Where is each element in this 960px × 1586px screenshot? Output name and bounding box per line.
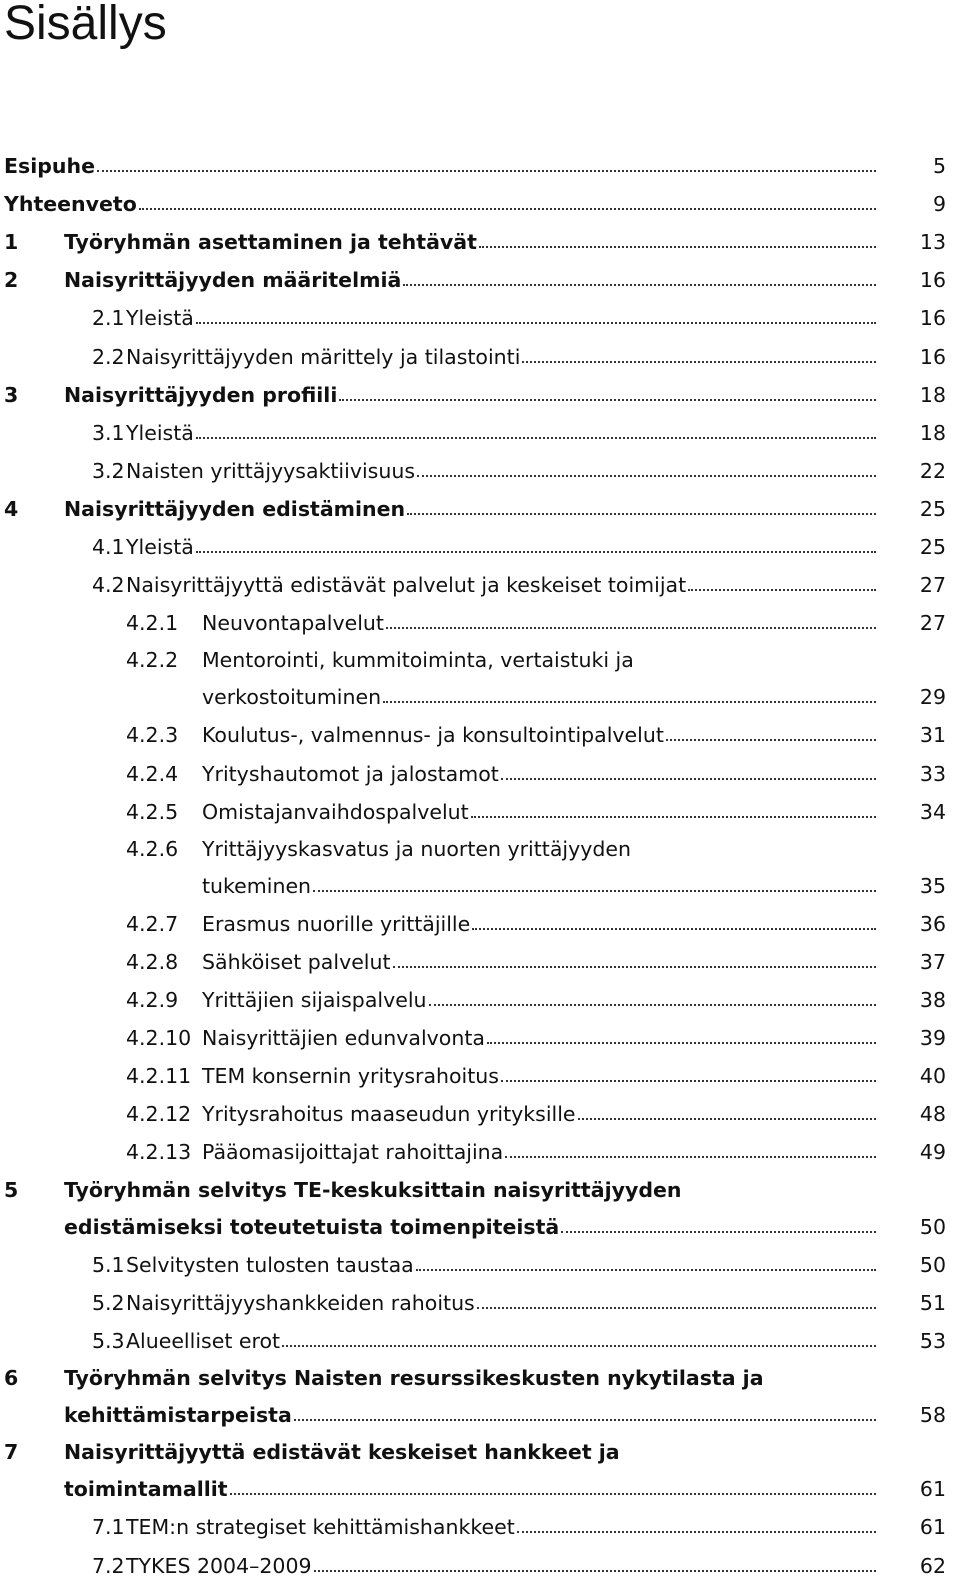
toc-entry[interactable] (0, 528, 960, 566)
dot-leader (487, 1042, 876, 1044)
toc-entry[interactable] (0, 604, 960, 642)
toc-entry-title: TEM konsernin yritysrahoitus (202, 1064, 499, 1089)
toc-entry-title: Naisyrittäjyyden profiili (64, 382, 338, 407)
dot-leader (688, 589, 876, 591)
toc-entry[interactable] (0, 1172, 960, 1208)
dot-leader (294, 1419, 876, 1421)
toc-entry-line (4, 154, 882, 178)
toc-entry[interactable] (0, 261, 960, 299)
toc-entry-page: 34 (919, 799, 946, 824)
toc-entry-line (126, 345, 882, 369)
toc-entry-title: Naisyrittäjyyden edistäminen (64, 496, 406, 521)
toc-entry-page: 50 (919, 1214, 946, 1239)
toc-entry-number: 7.2 (92, 1553, 125, 1578)
toc-entry-number: 2.1 (92, 306, 125, 331)
toc-entry-page: 27 (919, 611, 946, 636)
dot-leader (501, 778, 876, 780)
toc-entry[interactable] (0, 490, 960, 528)
toc-entry-number: 4.2.12 (126, 1102, 192, 1127)
toc-entry[interactable] (0, 1360, 960, 1396)
toc-entry-number: 3.2 (92, 458, 125, 483)
toc-entry-title: Mentorointi, kummitoiminta, vertaistuki ja (202, 648, 634, 673)
toc-entry-line (202, 685, 882, 709)
toc-entry[interactable] (0, 376, 960, 414)
toc-entry-page: 22 (919, 458, 946, 483)
toc-entry-number: 7.1 (92, 1515, 125, 1540)
toc-entry-line (64, 1477, 882, 1501)
toc-entry-title: Naisyrittäjyyttä edistävät palvelut ja keskeiset toimijat (126, 573, 687, 598)
toc-entry-title-continued: edistämiseksi toteutetuista toimenpiteistä (64, 1214, 560, 1239)
toc-entry-title: Työryhmän selvitys TE-keskuksittain naisyrittäjyyden (64, 1177, 682, 1202)
toc-entry[interactable] (0, 1057, 960, 1095)
toc-entry[interactable] (0, 185, 960, 223)
toc-entry-line (64, 497, 882, 521)
dot-leader (314, 1570, 876, 1572)
toc-entry-line (126, 573, 882, 597)
toc-entry-line (202, 723, 882, 747)
toc-entry-title-continued: toimintamallit (64, 1477, 228, 1502)
dot-leader (501, 1080, 876, 1082)
toc-entry[interactable] (0, 1322, 960, 1360)
toc-entry-number: 5.3 (92, 1328, 125, 1353)
dot-leader (386, 627, 876, 629)
toc-entry[interactable] (0, 1546, 960, 1584)
toc-entry-line (202, 762, 882, 786)
dot-leader (313, 890, 876, 892)
dot-leader (479, 246, 876, 248)
dot-leader (471, 816, 876, 818)
dot-leader (505, 1156, 876, 1158)
page-title: Sisällys (4, 0, 167, 50)
table-of-contents (0, 147, 960, 1585)
toc-entry-title: Yrityshautomot ja jalostamot (202, 761, 499, 786)
toc-entry-number: 4.2.13 (126, 1140, 192, 1165)
toc-entry-page: 39 (919, 1026, 946, 1051)
toc-entry-page: 38 (919, 988, 946, 1013)
toc-entry-page: 33 (919, 761, 946, 786)
toc-entry-title: Työryhmän asettaminen ja tehtävät (64, 230, 477, 255)
dot-leader (339, 399, 876, 401)
toc-entry-title: Yleistä (126, 534, 194, 559)
dot-leader (196, 551, 876, 553)
toc-entry-title: TYKES 2004–2009 (126, 1553, 312, 1578)
toc-entry-title: Työryhmän selvitys Naisten resurssikeskusten nykytilasta ja (64, 1366, 764, 1391)
toc-entry-title-continued: verkostoituminen (202, 685, 382, 710)
dot-leader (393, 966, 876, 968)
dot-leader (97, 170, 876, 172)
toc-entry-line (126, 1253, 882, 1277)
toc-entry-title: Erasmus nuorille yrittäjille (202, 911, 471, 936)
toc-entry-number: 6 (4, 1366, 19, 1391)
toc-entry-line (126, 1329, 882, 1353)
toc-entry-page: 9 (932, 192, 946, 217)
toc-entry-title-continued: kehittämistarpeista (64, 1403, 292, 1428)
toc-entry-number: 3 (4, 382, 19, 407)
dot-leader (196, 437, 876, 439)
toc-entry-page: 31 (919, 723, 946, 748)
toc-entry[interactable] (0, 414, 960, 452)
toc-entry-title: Yleistä (126, 420, 194, 445)
toc-entry-page: 37 (919, 950, 946, 975)
toc-entry-line (126, 1515, 882, 1539)
toc-entry-title: Neuvontapalvelut (202, 611, 384, 636)
toc-entry-number: 4.2 (92, 573, 125, 598)
toc-entry-number: 4.2.7 (126, 911, 179, 936)
toc-entry-continuation[interactable] (0, 867, 960, 905)
toc-entry-title: Yrittäjien sijaispalvelu (202, 988, 427, 1013)
toc-entry-continuation[interactable] (0, 1208, 960, 1246)
toc-entry-title: Naisyrittäjyyden märittely ja tilastointi (126, 344, 521, 369)
toc-entry[interactable] (0, 1508, 960, 1546)
dot-leader (196, 322, 876, 324)
dot-leader (517, 1531, 876, 1533)
toc-entry-number: 5.1 (92, 1252, 125, 1277)
toc-entry-page: 61 (919, 1477, 946, 1502)
toc-entry-number: 4.2.4 (126, 761, 179, 786)
toc-entry[interactable] (0, 755, 960, 793)
toc-entry-title: Naisten yrittäjyysaktiivisuus (126, 458, 416, 483)
toc-entry-line (126, 306, 882, 330)
toc-entry-line (202, 1064, 882, 1088)
dot-leader (230, 1493, 876, 1495)
toc-entry-page: 62 (919, 1553, 946, 1578)
toc-entry-number: 1 (4, 230, 19, 255)
toc-entry-title: Yritysrahoitus maaseudun yrityksille (202, 1102, 576, 1127)
toc-entry-line (64, 1403, 882, 1427)
toc-entry-line (64, 230, 882, 254)
toc-entry-page: 53 (919, 1328, 946, 1353)
toc-entry-title: TEM:n strategiset kehittämishankkeet (126, 1515, 515, 1540)
toc-entry-line (202, 1140, 882, 1164)
toc-entry-title: Alueelliset erot (126, 1328, 281, 1353)
toc-entry-title: Selvitysten tulosten taustaa (126, 1252, 414, 1277)
toc-entry-continuation[interactable] (0, 678, 960, 716)
toc-entry-number: 2 (4, 268, 19, 293)
toc-entry-line (202, 800, 882, 824)
toc-entry-number: 5 (4, 1177, 19, 1202)
toc-entry[interactable] (0, 793, 960, 831)
toc-entry-line (126, 1554, 882, 1578)
toc-entry-number: 4 (4, 496, 19, 521)
toc-entry-line (4, 192, 882, 216)
toc-entry-number: 4.1 (92, 534, 125, 559)
toc-entry-title: Naisyrittäjien edunvalvonta (202, 1026, 485, 1051)
toc-entry[interactable] (0, 831, 960, 867)
toc-entry-page: 18 (919, 382, 946, 407)
dot-leader (282, 1345, 876, 1347)
toc-entry-title: Esipuhe (4, 154, 95, 179)
toc-entry-line (202, 1102, 882, 1126)
toc-entry[interactable] (0, 1095, 960, 1133)
toc-entry-line (202, 950, 882, 974)
dot-leader (407, 513, 876, 515)
toc-entry[interactable] (0, 1019, 960, 1057)
toc-entry-number: 4.2.5 (126, 799, 179, 824)
toc-entry-continuation[interactable] (0, 1470, 960, 1508)
toc-entry-number: 3.1 (92, 420, 125, 445)
toc-entry-number: 4.2.11 (126, 1064, 192, 1089)
toc-entry-line (202, 611, 882, 635)
toc-entry-title: Naisyrittäjyyshankkeiden rahoitus (126, 1290, 475, 1315)
toc-entry-number: 4.2.8 (126, 950, 179, 975)
toc-entry-page: 16 (919, 268, 946, 293)
toc-entry-line (202, 912, 882, 936)
dot-leader (578, 1118, 876, 1120)
toc-entry-line (64, 383, 882, 407)
toc-entry-line (64, 1215, 882, 1239)
toc-entry-page: 13 (919, 230, 946, 255)
toc-entry-title: Sähköiset palvelut (202, 950, 391, 975)
dot-leader (139, 208, 876, 210)
dot-leader (477, 1307, 876, 1309)
toc-entry-number: 5.2 (92, 1290, 125, 1315)
toc-entry-page: 49 (919, 1140, 946, 1165)
toc-entry-number: 4.2.6 (126, 836, 179, 861)
toc-entry[interactable] (0, 1133, 960, 1171)
toc-entry-continuation[interactable] (0, 1396, 960, 1434)
toc-entry-page: 48 (919, 1102, 946, 1127)
toc-entry-title: Koulutus-, valmennus- ja konsultointipalvelut (202, 723, 664, 748)
toc-entry-line (202, 1026, 882, 1050)
toc-entry-title: Yleistä (126, 306, 194, 331)
toc-entry[interactable] (0, 299, 960, 337)
toc-entry-line (202, 988, 882, 1012)
toc-entry-title: Omistajanvaihdospalvelut (202, 799, 469, 824)
dot-leader (417, 475, 876, 477)
toc-entry-title: Pääomasijoittajat rahoittajina (202, 1140, 504, 1165)
toc-entry[interactable] (0, 905, 960, 943)
toc-entry[interactable] (0, 1434, 960, 1470)
toc-entry[interactable] (0, 337, 960, 375)
toc-entry-number: 4.2.1 (126, 611, 179, 636)
toc-entry-line (202, 874, 882, 898)
toc-entry-page: 5 (932, 154, 946, 179)
toc-entry-number: 4.2.2 (126, 648, 179, 673)
dot-leader (472, 928, 876, 930)
toc-entry-page: 25 (919, 534, 946, 559)
toc-entry-line (126, 459, 882, 483)
dot-leader (416, 1269, 876, 1271)
toc-entry-page: 51 (919, 1290, 946, 1315)
toc-entry-page: 36 (919, 911, 946, 936)
toc-entry-title: Yhteenveto (4, 192, 137, 217)
toc-entry-number: 7 (4, 1440, 19, 1465)
toc-entry-page: 25 (919, 496, 946, 521)
toc-entry-page: 16 (919, 306, 946, 331)
toc-entry[interactable] (0, 1284, 960, 1322)
toc-entry[interactable] (0, 642, 960, 678)
toc-entry-line (126, 421, 882, 445)
dot-leader (666, 739, 876, 741)
toc-entry-page: 35 (919, 873, 946, 898)
toc-entry[interactable] (0, 566, 960, 604)
toc-entry-number: 2.2 (92, 344, 125, 369)
toc-entry[interactable] (0, 1246, 960, 1284)
dot-leader (522, 361, 876, 363)
toc-entry[interactable] (0, 223, 960, 261)
toc-entry-number: 4.2.3 (126, 723, 179, 748)
toc-entry-page: 50 (919, 1252, 946, 1277)
toc-entry[interactable] (0, 452, 960, 490)
dot-leader (429, 1004, 876, 1006)
toc-entry-page: 61 (919, 1515, 946, 1540)
toc-entry-title: Naisyrittäjyyden määritelmiä (64, 268, 402, 293)
toc-entry-page: 29 (919, 685, 946, 710)
toc-entry-title: Yrittäjyyskasvatus ja nuorten yrittäjyyden (202, 836, 631, 861)
toc-entry-line (126, 535, 882, 559)
toc-entry-page: 27 (919, 573, 946, 598)
toc-entry-number: 4.2.10 (126, 1026, 192, 1051)
toc-entry-title-continued: tukeminen (202, 873, 312, 898)
dot-leader (561, 1231, 876, 1233)
dot-leader (403, 284, 876, 286)
toc-entry[interactable] (0, 981, 960, 1019)
toc-entry-page: 40 (919, 1064, 946, 1089)
toc-entry-title: Naisyrittäjyyttä edistävät keskeiset hankkeet ja (64, 1440, 620, 1465)
toc-entry[interactable] (0, 943, 960, 981)
toc-entry-page: 16 (919, 344, 946, 369)
toc-entry[interactable] (0, 716, 960, 754)
toc-entry-line (126, 1291, 882, 1315)
toc-entry-page: 18 (919, 420, 946, 445)
toc-entry-page: 58 (919, 1403, 946, 1428)
dot-leader (383, 701, 876, 703)
toc-entry-line (64, 268, 882, 292)
toc-entry[interactable] (0, 147, 960, 185)
toc-entry-number: 4.2.9 (126, 988, 179, 1013)
